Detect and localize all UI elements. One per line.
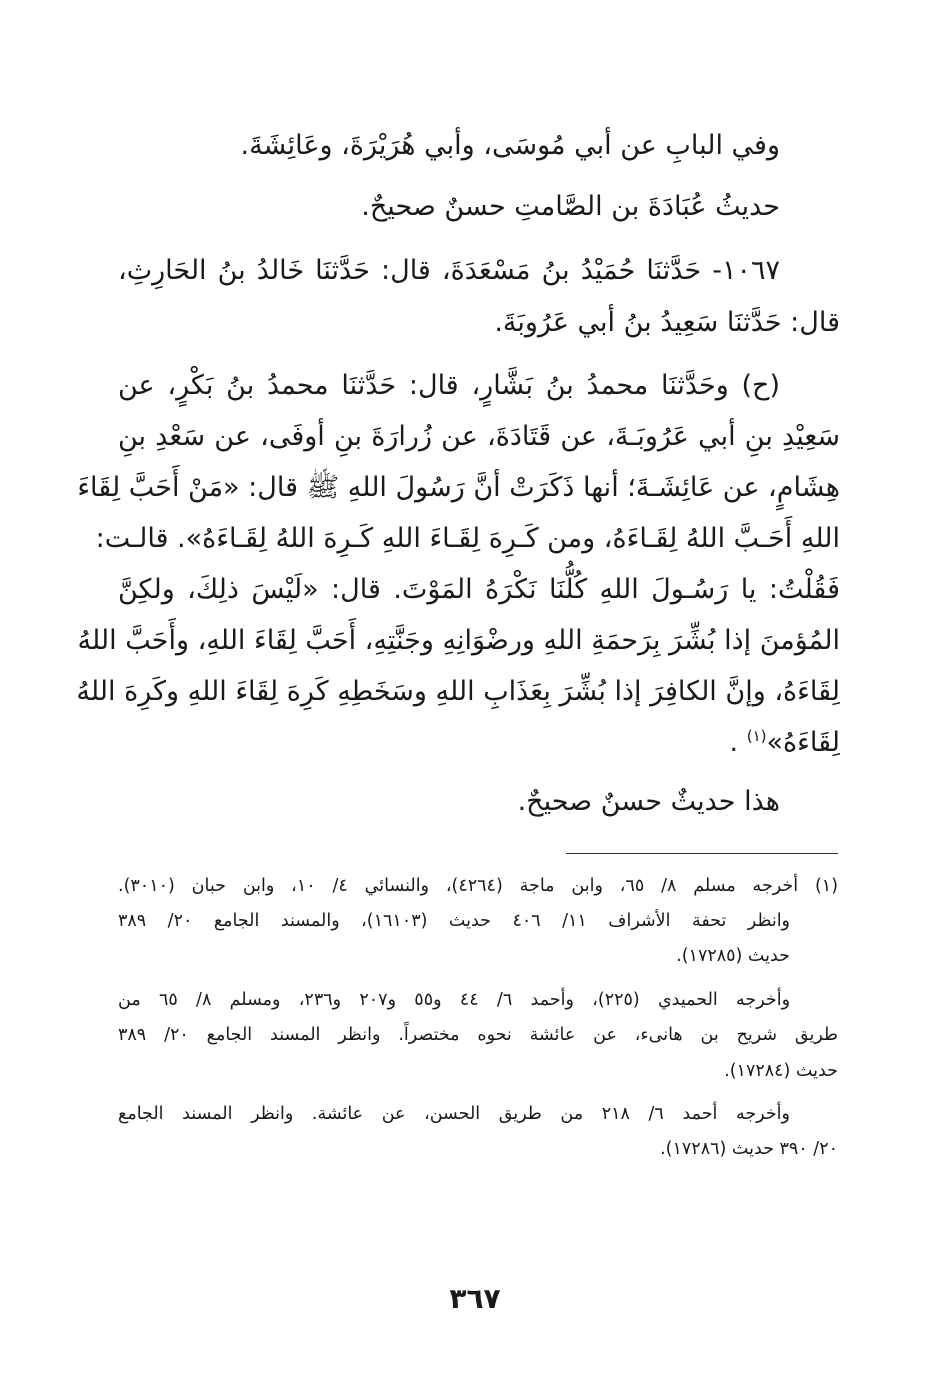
body-line-1: وفي البابِ عن أبي مُوسَى، وأبي هُرَيْرَةَ، وعَائِشَةَ.	[240, 130, 780, 161]
body-line-4: قال: حَدَّثنَا سَعِيدُ بنُ أبي عَرُوبَةَ.	[494, 307, 840, 338]
footnote-line-3: حديث (١٧٢٨٥).	[676, 946, 790, 966]
footnote-1: (١) أخرجه مسلم ٨/ ٦٥، وابن ماجة (٤٢٦٤)، والنسائي ٤/ ١٠، وابن حبان (٣٠١٠).	[118, 876, 839, 896]
footnote-line-2: وانظر تحفة الأشراف ١١/ ٤٠٦ حديث (١٦١٠٣)، والمسند الجامع ٢٠/ ٣٨٩	[118, 911, 791, 931]
body-line-8: اللهِ أَحَـبَّ اللهُ لِقَـاءَهُ، ومن كَـرِهَ لِقَـاءَ اللهِ كَـرِهَ اللهُ لِقَـاءَهُ». قالـت:	[95, 523, 840, 554]
body-line-13: هذا حديثٌ حسنٌ صحيحٌ.	[517, 786, 780, 817]
footnote-line-7: وأخرجه أحمد ٦/ ٢١٨ من طريق الحسن، عن عائشة. وانظر المسند الجامع	[118, 1104, 790, 1124]
body-line-5: (ح) وحَدَّثنَا محمدُ بنُ بَشَّارٍ، قال: حَدَّثنَا محمدُ بنُ بَكْرٍ، عن	[118, 370, 780, 401]
body-line-11: لِقَاءَهُ، وإنَّ الكافِرَ إذا بُشِّرَ بِعَذَابِ اللهِ وسَخَطِهِ كَرِهَ لِقَاءَ اللهِ وكَرِهَ اللهُ	[76, 676, 840, 707]
footnote-reference[interactable]: (١)	[746, 727, 767, 745]
body-line-12	[118, 723, 840, 763]
body-line-9: فَقُلْتُ: يا رَسُـولَ اللهِ كُلُّنَا نَكْرَهُ المَوْتَ. قال: «لَيْسَ ذلِكَ، ولكِنَّ	[118, 574, 840, 605]
hadith-number-line: ١٠٦٧- حَدَّثنَا حُمَيْدُ بنُ مَسْعَدَةَ، قال: حَدَّثنَا خَالدُ بنُ الحَارِثِ،	[118, 255, 780, 286]
quote-end-text: لِقَاءَهُ»	[766, 727, 840, 758]
body-line-6: سَعِيْدِ بنِ أبي عَرُوبَـةَ، عن قَتَادَةَ، عن زُرارَةَ بنِ أوفَى، عن سَعْدِ بنِ	[118, 421, 840, 452]
page-number: ٣٦٧	[449, 1282, 501, 1315]
footnote-line-8: ٢٠/ ٣٩٠ حديث (١٧٢٨٦).	[660, 1139, 838, 1159]
footnote-line-4: وأخرجه الحميدي (٢٢٥)، وأحمد ٦/ ٤٤ و٥٥ و٢٠٧ و٢٣٦، ومسلم ٨/ ٦٥ من	[118, 990, 791, 1010]
body-line-2: حديثُ عُبَادَةَ بن الصَّامتِ حسنٌ صحيحٌ.	[361, 191, 780, 222]
body-line-7: هِشَامٍ، عن عَائِشَـةَ؛ أنها ذَكَرَتْ أنَّ رَسُولَ اللهِ ﷺ قال: «مَنْ أَحَبَّ لِقَاءَ	[77, 472, 840, 503]
sentence-period: .	[729, 727, 739, 758]
footnote-line-6: حديث (١٧٢٨٤).	[724, 1061, 838, 1081]
body-line-10: المُؤمنَ إذا بُشِّرَ بِرَحمَةِ اللهِ ورضْوَانِهِ وجَنَّتِهِ، أَحَبَّ لِقَاءَ اللهِ، وأَحَبَّ اللهُ	[77, 625, 840, 656]
footnote-separator	[566, 853, 838, 854]
footnote-line-5: طريق شريح بن هانىء، عن عائشة نحوه مختصراً. وانظر المسند الجامع ٢٠/ ٣٨٩	[118, 1025, 838, 1045]
